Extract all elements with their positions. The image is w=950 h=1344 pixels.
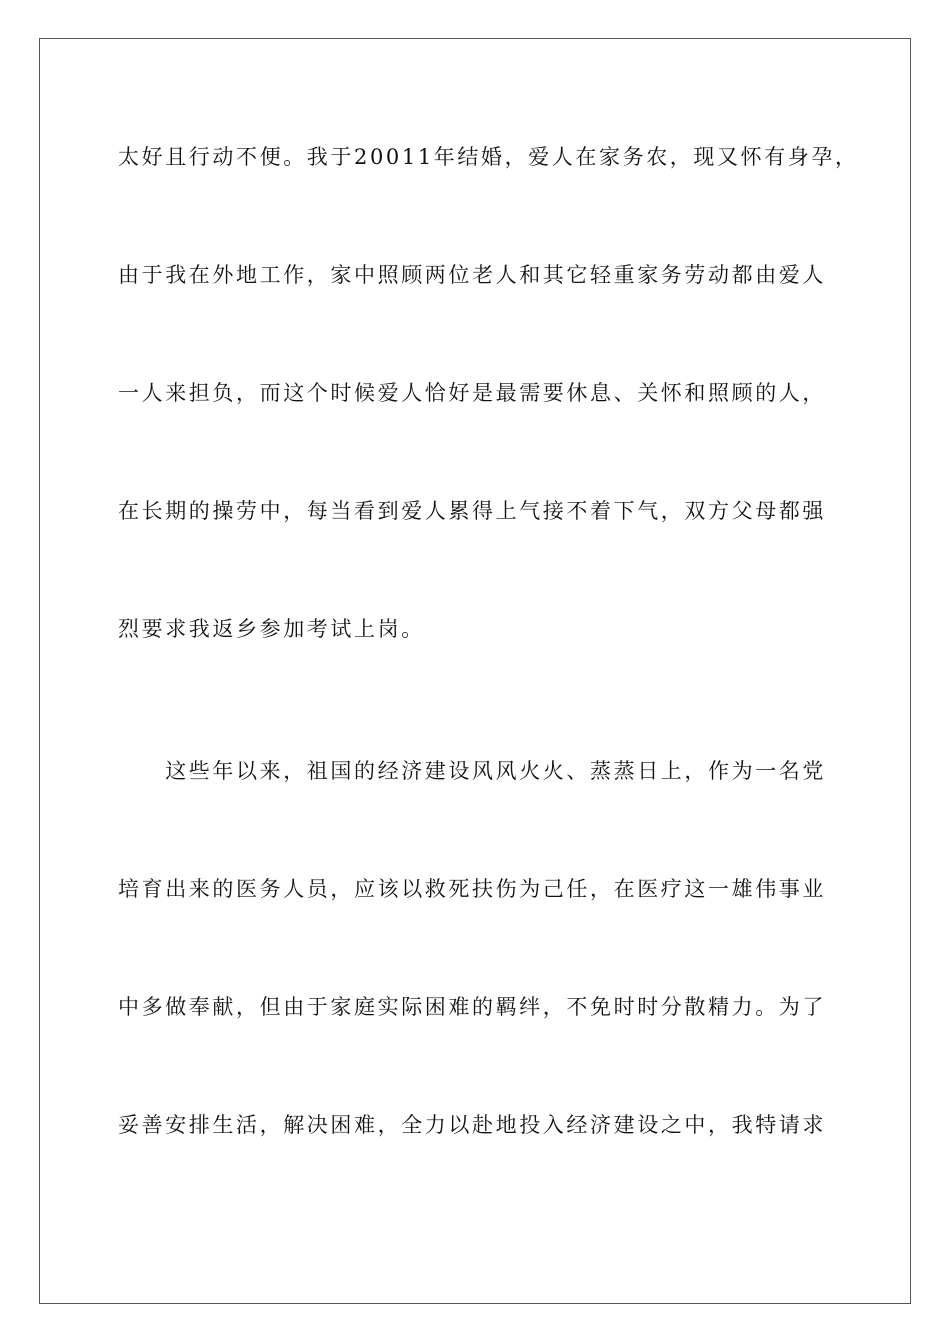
body-text-line-4: 在长期的操劳中，每当看到爱人累得上气接不着下气，双方父母都强 [118,499,826,523]
body-text-line-6: 这些年以来，祖国的经济建设风风火火、蒸蒸日上，作为一名党 [118,759,826,783]
body-text-line-2: 由于我在外地工作，家中照顾两位老人和其它轻重家务劳动都由爱人 [118,263,826,287]
body-text-line-3: 一人来担负，而这个时候爱人恰好是最需要休息、关怀和照顾的人， [118,381,826,405]
body-text-line-1: 太好且行动不便。我于20011年结婚，爱人在家务农，现又怀有身孕， [118,145,859,169]
body-text-line-8: 中多做奉献，但由于家庭实际困难的羁绊，不免时时分散精力。为了 [118,995,826,1019]
body-text-line-5: 烈要求我返乡参加考试上岗。 [118,617,425,641]
body-text-line-7: 培育出来的医务人员，应该以救死扶伤为己任，在医疗这一雄伟事业 [118,877,826,901]
body-text-line-9: 妥善安排生活，解决困难，全力以赴地投入经济建设之中，我特请求 [118,1113,826,1137]
